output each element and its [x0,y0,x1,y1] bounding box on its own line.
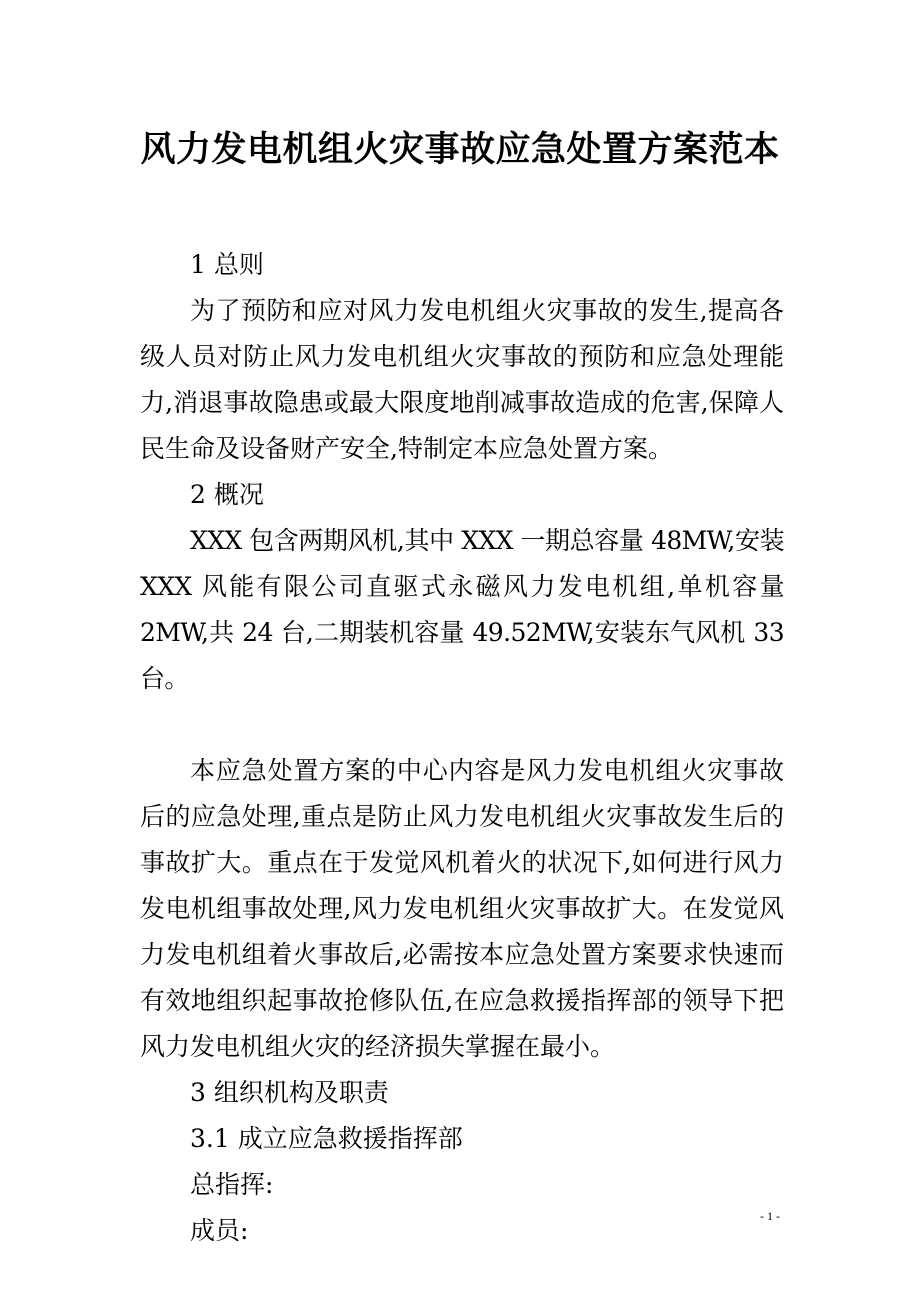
paragraph-core-content: 本应急处置方案的中心内容是风力发电机组火灾事故后的应急处理,重点是防止风力发电机组火灾事故发生后的事故扩大。重点在于发觉风机着火的状况下,如何进行风力发电机组事故处理,风力发电机组火灾事故扩大。在发觉风力发电机组着火事故后,必需按本应急处置方案要求快速而有效地组织起事故抢修队伍,在应急救援指挥部的领导下把风力发电机组火灾的经济损失掌握在最小。 [140,756,784,1061]
paragraph-purpose: 为了预防和应对风力发电机组火灾事故的发生,提高各级人员对防止风力发电机组火灾事故的预防和应急处理能力,消退事故隐患或最大限度地削减事故造成的危害,保障人民生命及设备财产安全,特制定本应急处置方案。 [140,296,784,463]
field-members: 成员: [190,1216,249,1245]
document-body [140,242,784,1254]
page-number: - 1 - [760,1209,780,1223]
subsection-heading-command: 3.1 成立应急救援指挥部 [190,1124,463,1153]
section-heading-general: 1 总则 [190,250,264,279]
section-heading-overview: 2 概况 [190,480,264,509]
field-commander: 总指挥: [190,1170,274,1199]
blank-line [140,702,784,748]
paragraph-overview: XXX 包含两期风机,其中 XXX 一期总容量 48MW,安装 XXX 风能有限公司直驱式永磁风力发电机组,单机容量 2MW,共 24 台,二期装机容量 49.52MW,安装东气风机 33 台。 [140,526,784,693]
document-title: 风力发电机组火灾事故应急处置方案范本 [140,129,780,170]
section-heading-organization: 3 组织机构及职责 [190,1078,389,1107]
